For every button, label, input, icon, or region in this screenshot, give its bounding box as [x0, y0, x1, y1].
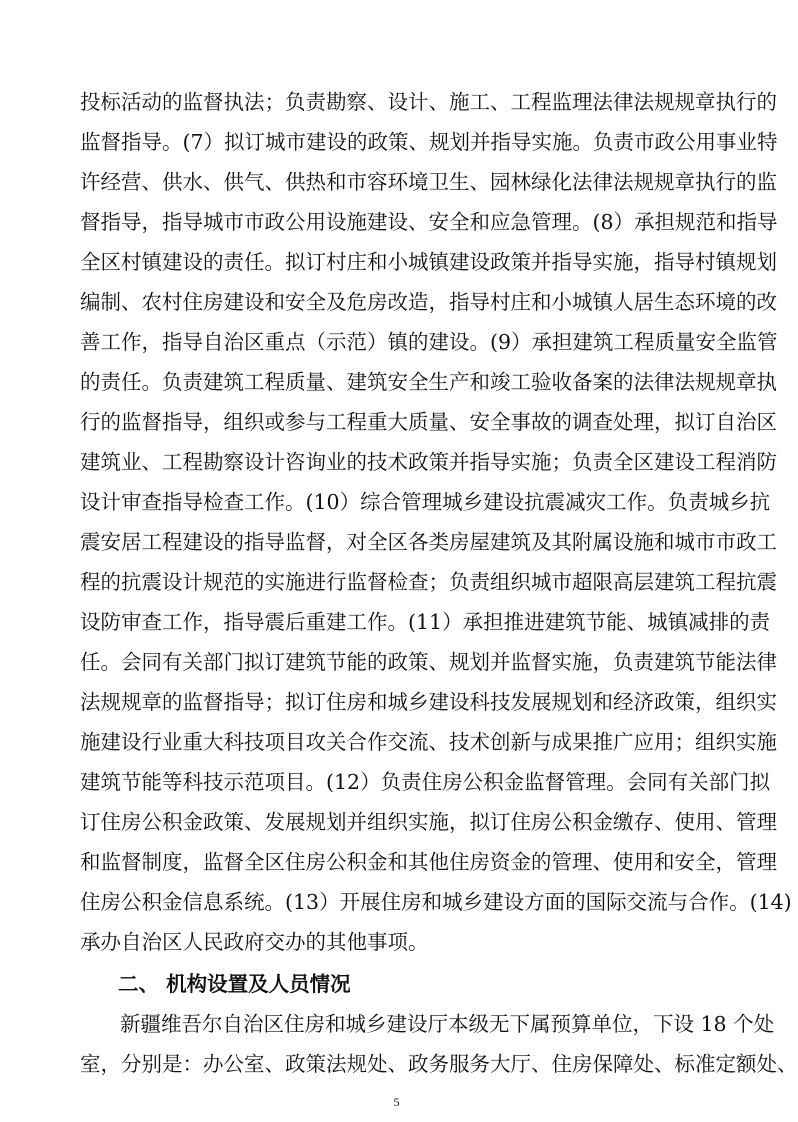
body-line: 设防审查工作，指导震后重建工作。(11）承担推进建筑节能、城镇减排的责 — [80, 610, 771, 634]
body-line: 善工作，指导自治区重点（示范）镇的建设。(9）承担建筑工程质量安全监管 — [80, 330, 778, 354]
body-line: 任。会同有关部门拟订建筑节能的政策、规划并监督实施，负责建筑节能法律 — [80, 650, 777, 674]
body-line: 订住房公积金政策、发展规划并组织实施，拟订住房公积金缴存、使用、管理 — [80, 810, 777, 834]
body-line: 程的抗震设计规范的实施进行监督检查；负责组织城市超限高层建筑工程抗震 — [80, 570, 777, 594]
body-line: 和监督制度，监督全区住房公积金和其他住房资金的管理、使用和安全，管理 — [80, 850, 777, 874]
body-line: 建筑节能等科技示范项目。(12）负责住房公积金监督管理。会同有关部门拟 — [80, 770, 771, 794]
body-line: 行的监督指导，组织或参与工程重大质量、安全事故的调查处理，拟订自治区 — [80, 410, 777, 434]
body-line: 督指导，指导城市市政公用设施建设、安全和应急管理。(8）承担规范和指导 — [80, 210, 778, 234]
page-number: 5 — [393, 1095, 400, 1109]
body-line: 设计审查指导检查工作。(10）综合管理城乡建设抗震减灾工作。负责城乡抗 — [80, 490, 771, 514]
body-line: 许经营、供水、供气、供热和市容环境卫生、园林绿化法律法规规章执行的监 — [80, 170, 777, 194]
body-line: 住房公积金信息系统。(13）开展住房和城乡建设方面的国际交流与合作。(14) — [80, 890, 792, 914]
body-line: 建筑业、工程勘察设计咨询业的技术政策并指导实施；负责全区建设工程消防 — [80, 450, 777, 474]
body-line: 投标活动的监督执法；负责勘察、设计、施工、工程监理法律法规规章执行的 — [80, 90, 777, 114]
body-line: 的责任。负责建筑工程质量、建筑安全生产和竣工验收备案的法律法规规章执 — [80, 370, 777, 394]
section-line: 新疆维吾尔自治区住房和城乡建设厅本级无下属预算单位，下设 18 个处 — [120, 1012, 775, 1036]
body-line: 震安居工程建设的指导监督，对全区各类房屋建筑及其附属设施和城市市政工 — [80, 530, 777, 554]
section-heading: 二、 机构设置及人员情况 — [118, 972, 351, 996]
body-line: 编制、农村住房建设和安全及危房改造，指导村庄和小城镇人居生态环境的改 — [80, 290, 777, 314]
body-line: 承办自治区人民政府交办的其他事项。 — [80, 930, 429, 954]
body-line: 监督指导。(7）拟订城市建设的政策、规划并指导实施。负责市政公用事业特 — [80, 130, 778, 154]
body-line: 全区村镇建设的责任。拟订村庄和小城镇建设政策并指导实施，指导村镇规划 — [80, 250, 777, 274]
body-line: 施建设行业重大科技项目攻关合作交流、技术创新与成果推广应用；组织实施 — [80, 730, 777, 754]
body-line: 法规规章的监督指导；拟订住房和城乡建设科技发展规划和经济政策，组织实 — [80, 690, 777, 714]
section-line: 室，分别是：办公室、政策法规处、政务服务大厅、住房保障处、标准定额处、 — [80, 1052, 798, 1076]
